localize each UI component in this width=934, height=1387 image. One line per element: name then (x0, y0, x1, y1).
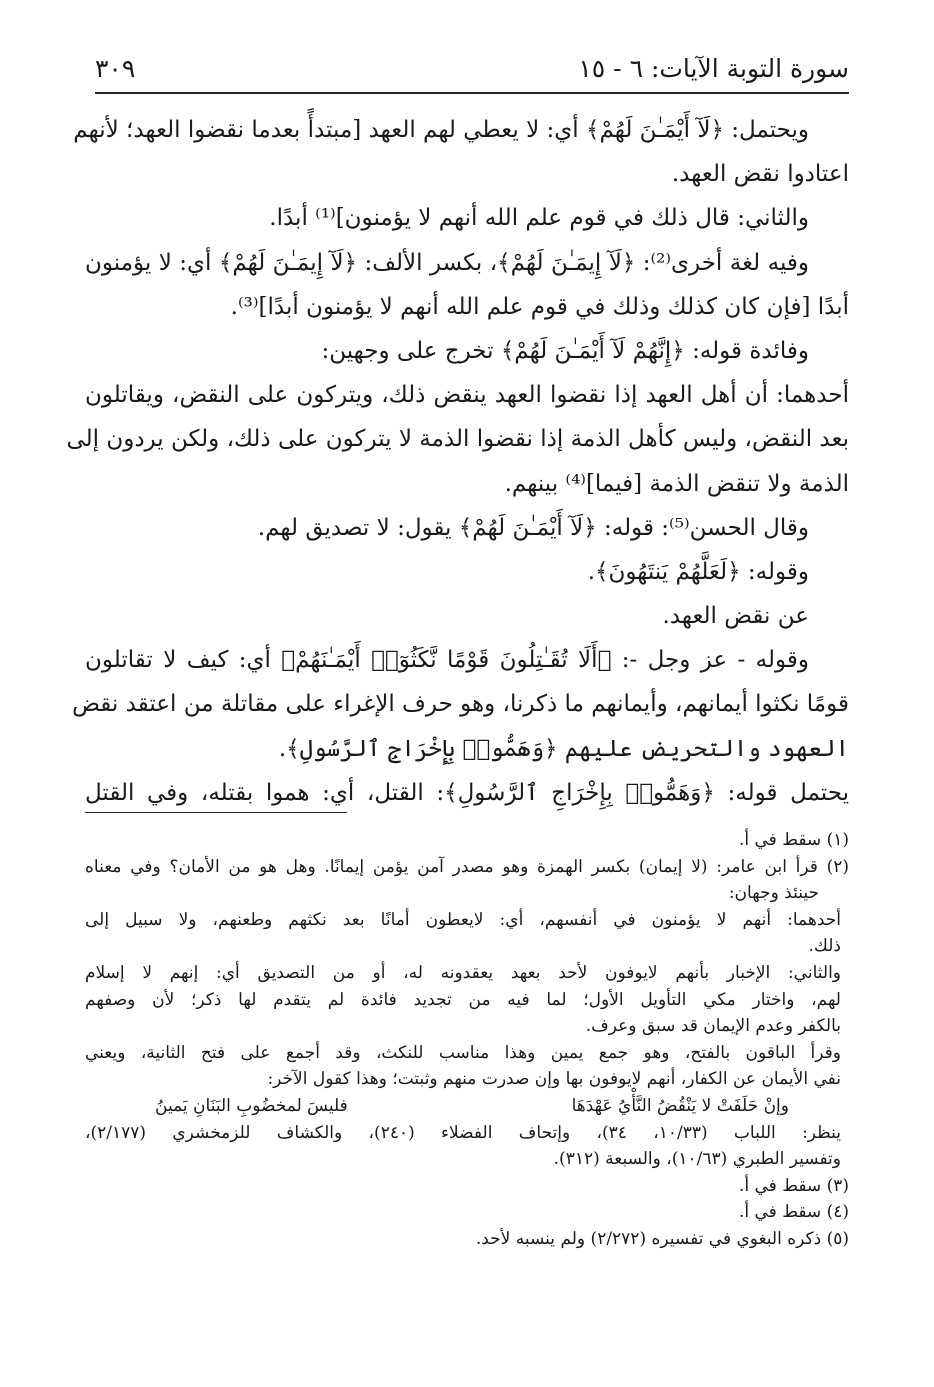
footnote-line: (٣) سقط في أ. (738, 1175, 849, 1196)
footnote-line: ينظر: اللباب (١٠/٣٣، ٣٤)، وإتحاف الفضلاء (٢٤٠)، والكشاف للزمخشري (٢/١٧٧)، (85, 1122, 841, 1143)
footnote-line: وتفسير الطبري (١٠/٦٣)، والسبعة (٣١٢). (553, 1149, 841, 1170)
footnote-line: والثاني: الإخبار بأنهم لايوفون لأحد بعهد يعقدونه له، أو من التصديق أي: إنهم لا إسلام (85, 962, 841, 983)
footnote-line: أحدهما: أنهم لا يؤمنون في أنفسهم، أي: لايعطون أمانًا بعد نكثهم وطعنهم، ولا سبيل إلى (85, 909, 841, 930)
poem-hemistich-second: فليسَ لمخضُوبِ البَنَانِ يَمينُ (155, 1095, 348, 1116)
page-number: ٣٠٩ (95, 54, 136, 83)
footnote-line: نفي الأيمان عن الكفار، أنهم لايوفون بها وإن صدرت منهم وثبتت؛ وهذا كقول الآخر: (267, 1069, 841, 1090)
poem-hemistich-first: وإنْ حَلَفَتْ لا يَنْقُضُ النَّأْيُ عَهْدَهَا (571, 1095, 789, 1116)
text-line: ويحتمل: ﴿لَآ أَيْمَـٰنَ لَهُمْ﴾ أي: لا يعطي لهم العهد [مبتدأً بعدما نقضوا العهد؛ لأنهم (73, 117, 809, 143)
footnote-line: (٥) ذكره البغوي في تفسيره (٢/٢٧٢) ولم ينسبه لأحد. (475, 1228, 849, 1249)
text-line: اعتادوا نقض العهد. (671, 161, 849, 188)
text-line: بعد النقض، وليس كأهل الذمة إذا نقضوا الذمة لا يتركون على ذلك، ولكن يردون إلى (66, 426, 849, 453)
text-line: الذمة ولا تنقض الذمة [فيما]⁽⁴⁾ بينهم. (504, 470, 849, 497)
footnote-line: لهم، واختار مكي التأويل الأول؛ لما فيه من تجديد فائدة لم يتقدم لها ذكر؛ لأن وصفهم (85, 989, 841, 1010)
text-line: والثاني: قال ذلك في قوم علم الله أنهم لا يؤمنون]⁽¹⁾ أبدًا. (269, 205, 809, 232)
footnote-separator (85, 812, 347, 813)
text-line: أبدًا [فإن كان كذلك وذلك في قوم علم الله أنهم لا يؤمنون أبدًا]⁽³⁾. (230, 293, 849, 320)
page-header (95, 48, 849, 94)
text-line: يحتمل قوله: ﴿وَهَمُّوا۟ بِإِخْرَاجِ ٱلرَّسُولِ﴾: القتل، أي: هموا بقتله، وفي القتل (85, 779, 849, 806)
text-line: وقال الحسن⁽⁵⁾: قوله: ﴿لَآ أَيْمَـٰنَ لَهُمْ﴾ يقول: لا تصديق لهم. (257, 514, 809, 541)
footnote-line: ذلك. (808, 936, 841, 957)
poem-verse (85, 1093, 849, 1120)
footnote-line: (٢) قرأ ابن عامر: (لا إيمان) بكسر الهمزة وهو مصدر آمن يؤمن إيمانًا. وهل هو من الأمان؟ وفي معناه (85, 856, 849, 877)
text-line: أحدهما: أن أهل العهد إذا نقضوا العهد ينقض ذلك، ويتركون على النقض، ويقاتلون (85, 382, 849, 409)
text-line: وقوله: ﴿لَعَلَّهُمْ يَنتَهُونَ﴾. (587, 558, 809, 585)
text-line: وقوله - عز وجل -: ﴿أَلَا تُقَـٰتِلُونَ قَوْمًا نَّكَثُوٓا۟ أَيْمَـٰنَهُمْ﴾ أي: كيف لا تقاتلون (85, 647, 809, 674)
footnotes (85, 827, 849, 1253)
text-line: العهود والتحريض عليهم ﴿وَهَمُّوا۟ بِإِخْرَاجِ ٱلرَّسُولِ﴾. (278, 735, 849, 762)
main-text (66, 108, 849, 815)
footnote-line: (١) سقط في أ. (738, 830, 849, 850)
footnote-line: بالكفر وعدم الإيمان قد سبق وعرف. (585, 1016, 841, 1037)
footnote-line: (٤) سقط في أ. (738, 1202, 849, 1223)
text-line: وفيه لغة أخرى⁽²⁾: ﴿لَآ إِيمَـٰنَ لَهُمْ﴾، بكسر الألف: ﴿لَآ إِيمَـٰنَ لَهُمْ﴾ أي: لا يؤمنون (85, 249, 809, 276)
text-line: قومًا نكثوا أيمانهم، وأيمانهم ما ذكرنا، وهو حرف الإغراء على مقاتلة من اعتقد نقض (72, 691, 849, 718)
text-line: عن نقض العهد. (662, 603, 809, 630)
text-line: وفائدة قوله: ﴿إِنَّهُمْ لَآ أَيْمَـٰنَ لَهُمْ﴾ تخرج على وجهين: (321, 337, 809, 364)
footnote-line: حينئذ وجهان: (728, 883, 819, 904)
footnote-line: وقرأ الباقون بالفتح، وهو جمع يمين وهذا مناسب للنكث، وقد أجمع على فتح الثانية، ويعني (85, 1042, 841, 1063)
running-title: سورة التوبة الآيات: ٦ - ١٥ (578, 54, 849, 83)
